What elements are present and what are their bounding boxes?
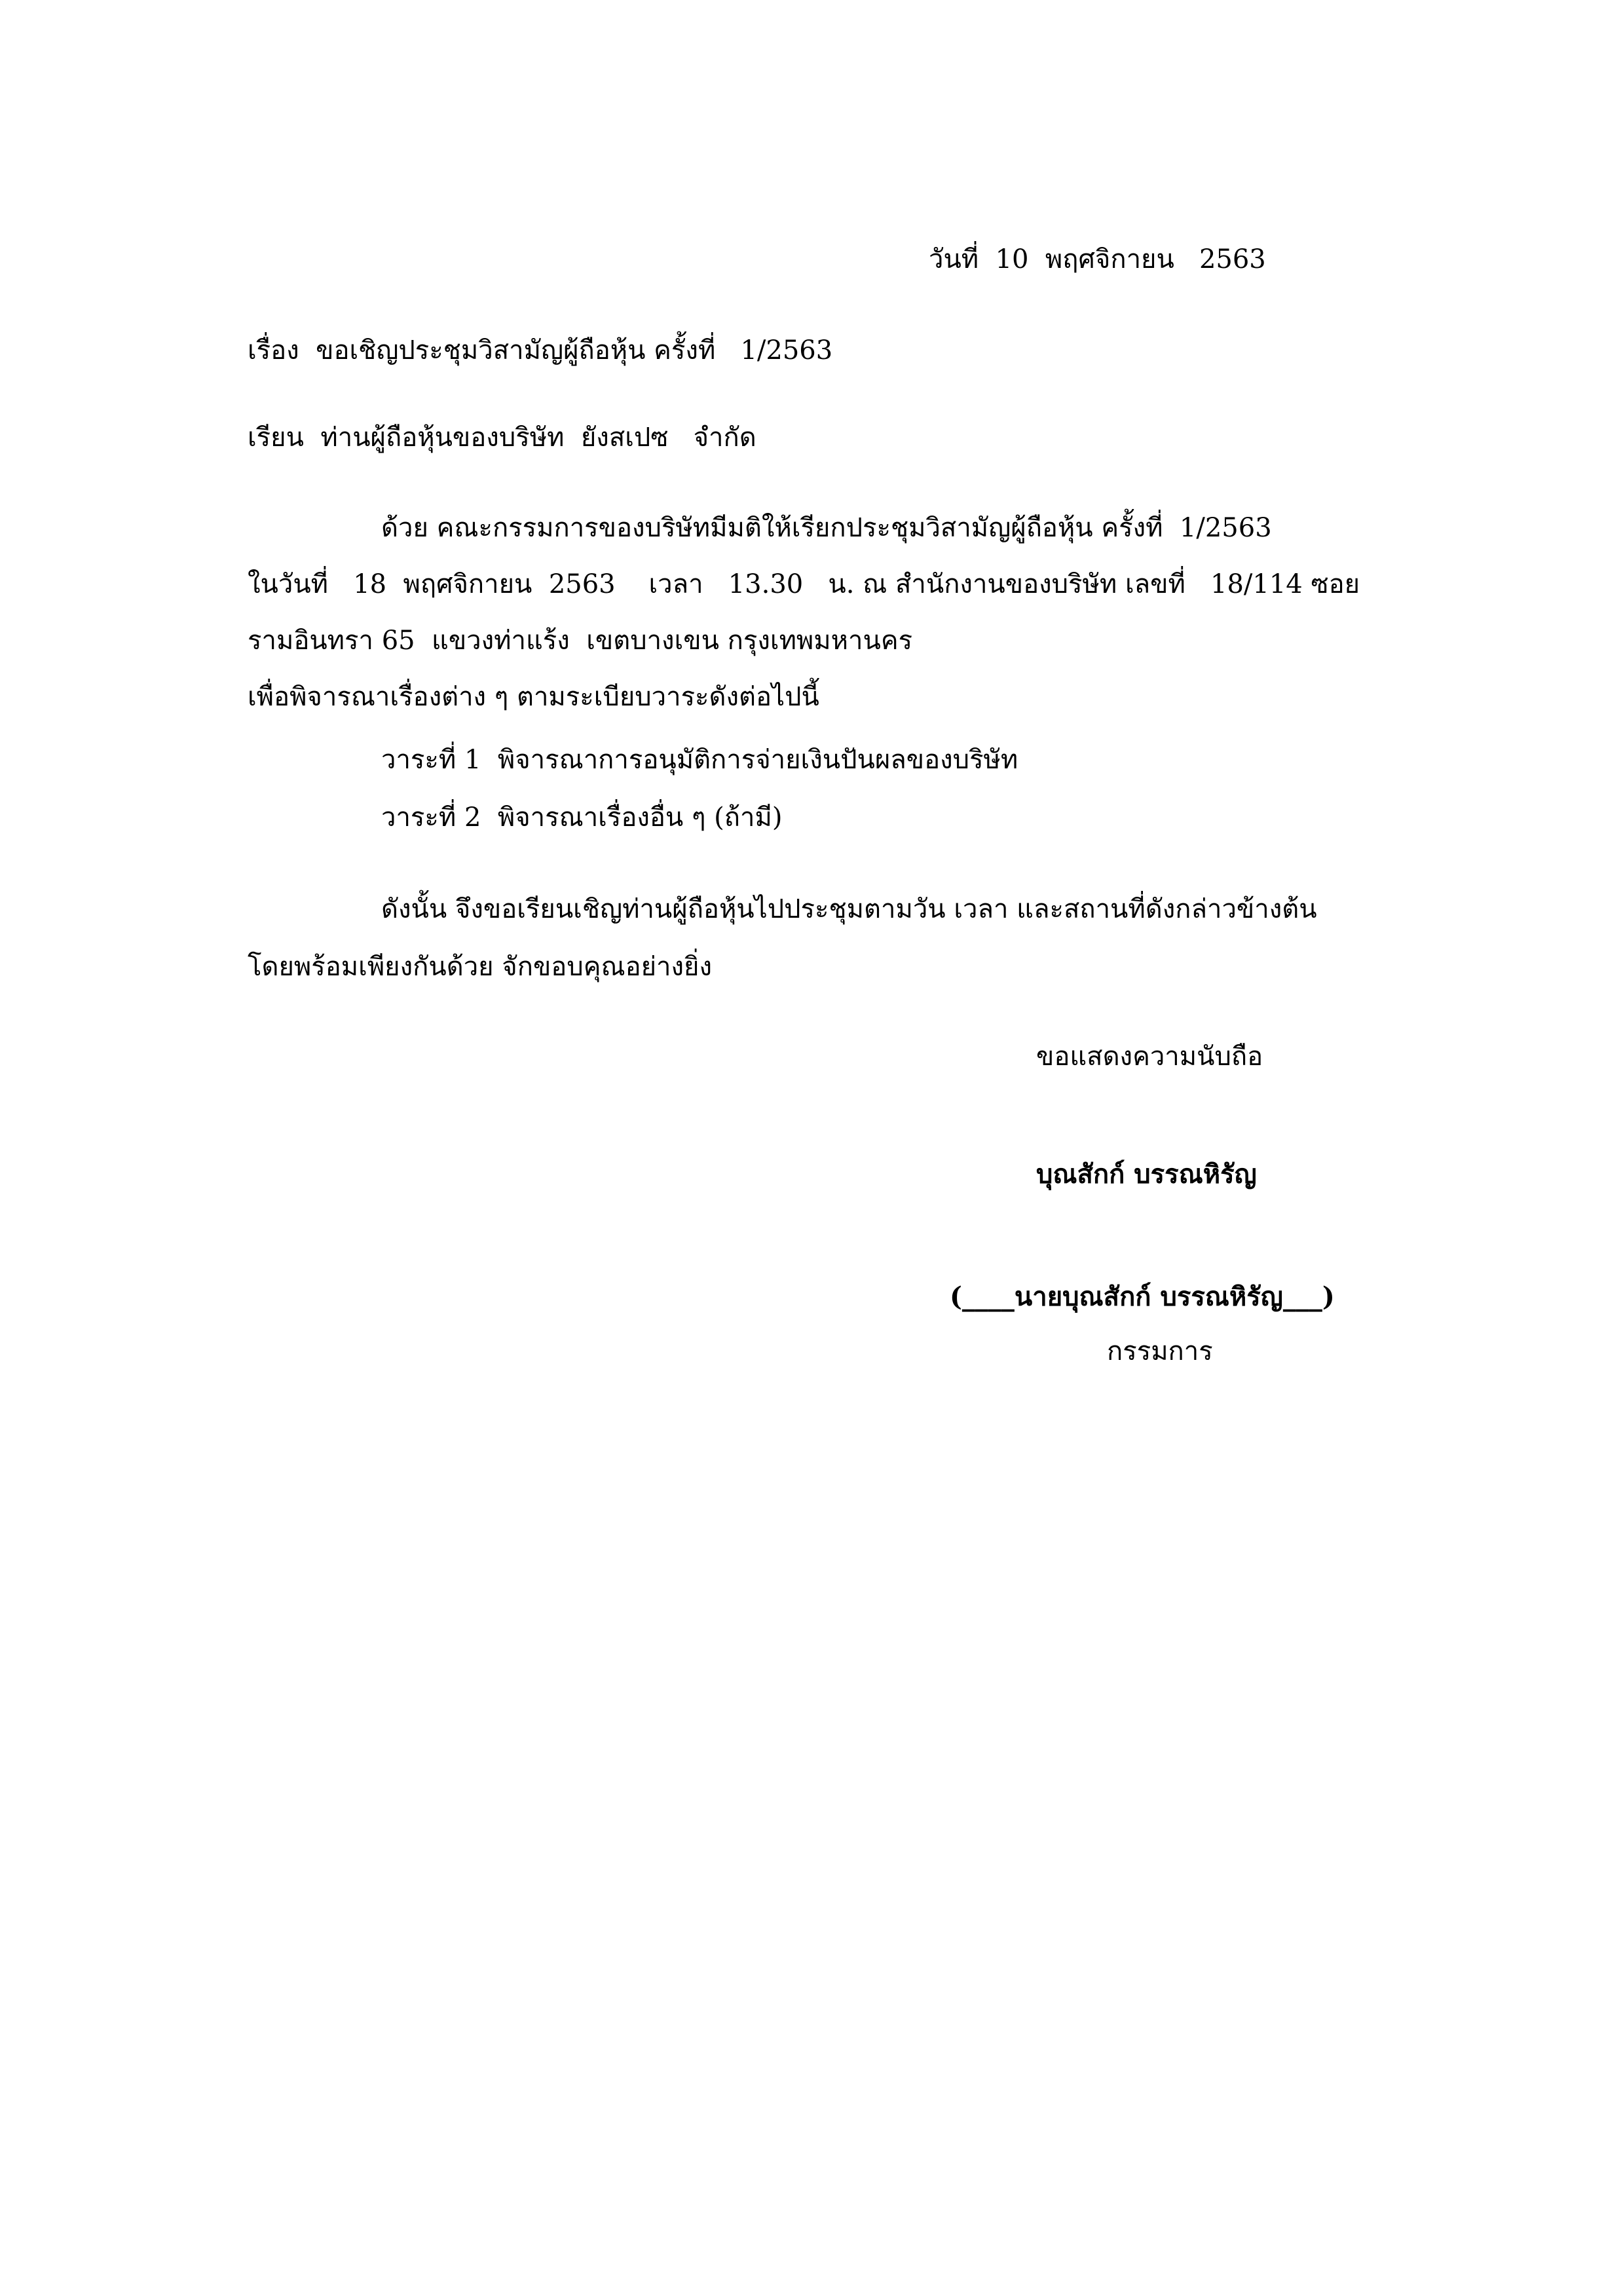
- closing-regards: ขอแสดงความนับถือ: [1036, 1042, 1263, 1072]
- closing-line: ดังนั้น จึงขอเรียนเชิญท่านผู้ถือหุ้นไปประชุมตามวัน เวลา และสถานที่ดังกล่าวข้างต้น: [381, 894, 1317, 924]
- closing-line: โดยพร้อมเพียงกันด้วย จักขอบคุณอย่างยิ่ง: [248, 952, 713, 982]
- agenda-item: วาระที่ 1 พิจารณาการอนุมัติการจ่ายเงินปันผลของบริษัท: [381, 745, 1018, 775]
- signature: บุณสักก์ บรรณหิรัญ: [1036, 1159, 1257, 1190]
- body-line: รามอินทรา 65 แขวงท่าแร้ง เขตบางเขน กรุงเทพมหานคร: [248, 626, 913, 656]
- agenda-item: วาระที่ 2 พิจารณาเรื่องอื่น ๆ (ถ้ามี): [381, 802, 783, 833]
- body-line: ด้วย คณะกรรมการของบริษัทมีมติให้เรียกประชุมวิสามัญผู้ถือหุ้น ครั้งที่ 1/2563: [381, 513, 1272, 543]
- signer-position: กรรมการ: [1107, 1336, 1213, 1366]
- letter-subject: เรื่อง ขอเชิญประชุมวิสามัญผู้ถือหุ้น ครั้งที่ 1/2563: [248, 335, 833, 366]
- letter-salutation: เรียน ท่านผู้ถือหุ้นของบริษัท ยังสเปซ จำกัด: [248, 423, 756, 453]
- letter-date: วันที่ 10 พฤศจิกายน 2563: [929, 244, 1266, 274]
- body-line: ในวันที่ 18 พฤศจิกายน 2563 เวลา 13.30 น. ณ สำนักงานของบริษัท เลขที่ 18/114 ซอย: [248, 569, 1360, 599]
- body-line: เพื่อพิจารณาเรื่องต่าง ๆ ตามระเบียบวาระดังต่อไปนี้: [248, 682, 819, 712]
- printed-name: (____นายบุณสักก์ บรรณหิรัญ___): [950, 1281, 1335, 1312]
